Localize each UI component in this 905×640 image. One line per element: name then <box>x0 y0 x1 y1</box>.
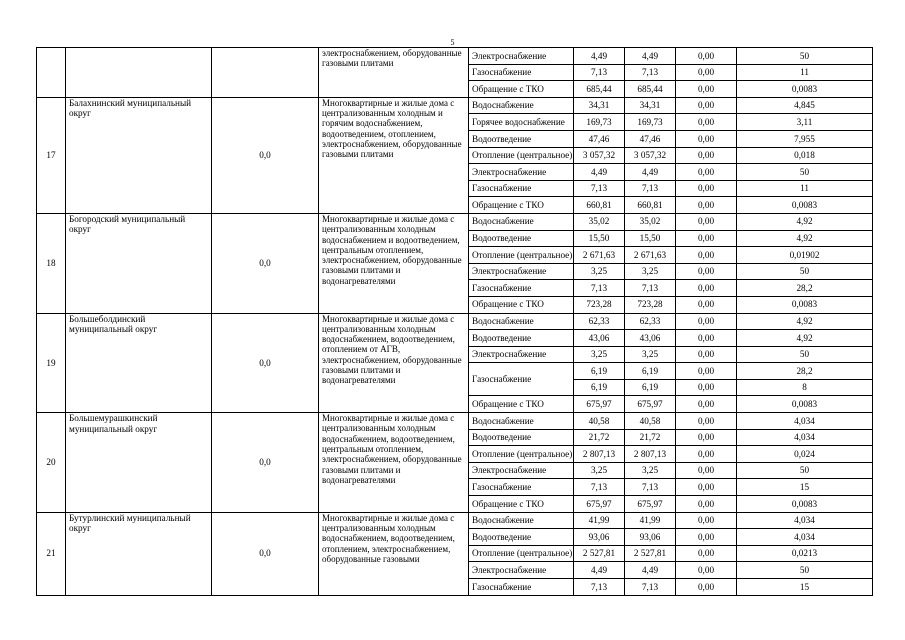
value-cell-v3: 0,00 <box>676 213 737 230</box>
municipality-cell: Балахнинский муниципальный округ <box>66 97 212 213</box>
value-cell-v4: 4,92 <box>737 213 873 230</box>
value-cell-v1: 660,81 <box>574 197 625 214</box>
value-cell-v3: 0,00 <box>676 529 737 546</box>
value-cell-v1: 169,73 <box>574 114 625 131</box>
municipality-cell: Большеболдинский муниципальный округ <box>66 313 212 413</box>
value-cell-v3: 0,00 <box>676 545 737 562</box>
service-cell: Газоснабжение <box>469 180 574 197</box>
value-cell-v3: 0,00 <box>676 280 737 297</box>
value-cell-v4: 8 <box>737 379 873 396</box>
value-cell-v4: 50 <box>737 263 873 280</box>
value-cell-v2: 685,44 <box>625 81 676 98</box>
norm-cell: 0,0 <box>212 512 319 595</box>
table-body <box>37 48 873 596</box>
row-number-cell <box>37 48 66 98</box>
value-cell-v1: 41,99 <box>574 512 625 529</box>
value-cell-v2: 675,97 <box>625 396 676 413</box>
value-cell-v4: 0,018 <box>737 147 873 164</box>
value-cell-v4: 28,2 <box>737 280 873 297</box>
value-cell-v3: 0,00 <box>676 114 737 131</box>
municipality-cell: Бутурлинский муниципальный округ <box>66 512 212 595</box>
housing-description-cell: Многоквартирные и жилые дома с централизованным холодным водоснабжением, водоотведением, отоплением от АГВ, электроснабжением, оборудованные газовыми плитами и водонагревателями <box>319 313 469 413</box>
value-cell-v1: 3,25 <box>574 346 625 363</box>
table-row <box>37 213 873 230</box>
service-cell: Газоснабжение <box>469 64 574 81</box>
service-cell: Водоотведение <box>469 529 574 546</box>
value-cell-v2: 723,28 <box>625 296 676 313</box>
value-cell-v2: 7,13 <box>625 280 676 297</box>
value-cell-v2: 41,99 <box>625 512 676 529</box>
value-cell-v4: 11 <box>737 64 873 81</box>
municipality-cell: Большемурашкинский муниципальный округ <box>66 413 212 513</box>
service-cell: Обращение с ТКО <box>469 396 574 413</box>
service-cell: Водоснабжение <box>469 97 574 114</box>
value-cell-v4: 0,0213 <box>737 545 873 562</box>
value-cell-v1: 93,06 <box>574 529 625 546</box>
row-number-cell: 19 <box>37 313 66 413</box>
value-cell-v3: 0,00 <box>676 512 737 529</box>
value-cell-v3: 0,00 <box>676 379 737 396</box>
service-cell: Водоотведение <box>469 130 574 147</box>
value-cell-v1: 34,31 <box>574 97 625 114</box>
value-cell-v4: 0,0083 <box>737 197 873 214</box>
row-number-cell: 20 <box>37 413 66 513</box>
service-cell: Газоснабжение <box>469 579 574 596</box>
value-cell-v3: 0,00 <box>676 48 737 65</box>
value-cell-v3: 0,00 <box>676 313 737 330</box>
value-cell-v4: 15 <box>737 479 873 496</box>
value-cell-v3: 0,00 <box>676 396 737 413</box>
value-cell-v1: 3,25 <box>574 263 625 280</box>
service-cell: Водоотведение <box>469 330 574 347</box>
value-cell-v1: 7,13 <box>574 180 625 197</box>
value-cell-v2: 7,13 <box>625 479 676 496</box>
value-cell-v3: 0,00 <box>676 130 737 147</box>
service-cell: Обращение с ТКО <box>469 197 574 214</box>
service-cell: Водоснабжение <box>469 512 574 529</box>
table-row <box>37 97 873 114</box>
table-row <box>37 512 873 529</box>
value-cell-v2: 6,19 <box>625 379 676 396</box>
value-cell-v3: 0,00 <box>676 579 737 596</box>
value-cell-v3: 0,00 <box>676 446 737 463</box>
service-cell: Электроснабжение <box>469 346 574 363</box>
value-cell-v2: 62,33 <box>625 313 676 330</box>
value-cell-v4: 3,11 <box>737 114 873 131</box>
tariff-table <box>36 47 873 596</box>
value-cell-v1: 35,02 <box>574 213 625 230</box>
value-cell-v2: 7,13 <box>625 579 676 596</box>
value-cell-v4: 4,034 <box>737 529 873 546</box>
value-cell-v3: 0,00 <box>676 346 737 363</box>
norm-cell <box>212 48 319 98</box>
value-cell-v2: 21,72 <box>625 429 676 446</box>
value-cell-v3: 0,00 <box>676 296 737 313</box>
value-cell-v3: 0,00 <box>676 479 737 496</box>
value-cell-v4: 28,2 <box>737 363 873 380</box>
value-cell-v4: 15 <box>737 579 873 596</box>
value-cell-v4: 7,955 <box>737 130 873 147</box>
value-cell-v4: 50 <box>737 164 873 181</box>
value-cell-v2: 43,06 <box>625 330 676 347</box>
housing-description-cell: Многоквартирные и жилые дома с централизованным холодным и горячим водоснабжением, водоотведением, отоплением, электроснабжением, оборудованные газовыми плитами <box>319 97 469 213</box>
value-cell-v4: 0,024 <box>737 446 873 463</box>
value-cell-v2: 2 671,63 <box>625 247 676 264</box>
service-cell: Отопление (центральное) <box>469 147 574 164</box>
value-cell-v2: 4,49 <box>625 164 676 181</box>
norm-cell: 0,0 <box>212 97 319 213</box>
service-cell: Водоотведение <box>469 230 574 247</box>
value-cell-v4: 4,92 <box>737 230 873 247</box>
value-cell-v3: 0,00 <box>676 247 737 264</box>
value-cell-v1: 7,13 <box>574 280 625 297</box>
value-cell-v1: 723,28 <box>574 296 625 313</box>
value-cell-v2: 47,46 <box>625 130 676 147</box>
service-cell: Обращение с ТКО <box>469 296 574 313</box>
value-cell-v2: 3,25 <box>625 263 676 280</box>
value-cell-v3: 0,00 <box>676 180 737 197</box>
value-cell-v2: 35,02 <box>625 213 676 230</box>
page-number: 5 <box>450 38 455 47</box>
service-cell: Отопление (центральное) <box>469 247 574 264</box>
value-cell-v1: 4,49 <box>574 562 625 579</box>
value-cell-v4: 50 <box>737 48 873 65</box>
value-cell-v1: 2 527,81 <box>574 545 625 562</box>
service-cell: Электроснабжение <box>469 48 574 65</box>
row-number-cell: 17 <box>37 97 66 213</box>
value-cell-v3: 0,00 <box>676 462 737 479</box>
value-cell-v1: 675,97 <box>574 396 625 413</box>
service-cell: Обращение с ТКО <box>469 496 574 513</box>
service-cell: Газоснабжение <box>469 479 574 496</box>
value-cell-v2: 3 057,32 <box>625 147 676 164</box>
value-cell-v4: 4,845 <box>737 97 873 114</box>
value-cell-v2: 169,73 <box>625 114 676 131</box>
value-cell-v3: 0,00 <box>676 197 737 214</box>
value-cell-v1: 4,49 <box>574 48 625 65</box>
value-cell-v2: 7,13 <box>625 64 676 81</box>
value-cell-v3: 0,00 <box>676 330 737 347</box>
value-cell-v1: 2 807,13 <box>574 446 625 463</box>
value-cell-v1: 15,50 <box>574 230 625 247</box>
value-cell-v3: 0,00 <box>676 64 737 81</box>
value-cell-v4: 4,034 <box>737 429 873 446</box>
value-cell-v2: 660,81 <box>625 197 676 214</box>
value-cell-v3: 0,00 <box>676 363 737 380</box>
row-number-cell: 18 <box>37 213 66 313</box>
value-cell-v2: 15,50 <box>625 230 676 247</box>
value-cell-v2: 6,19 <box>625 363 676 380</box>
value-cell-v1: 62,33 <box>574 313 625 330</box>
service-cell: Электроснабжение <box>469 562 574 579</box>
service-cell: Газоснабжение <box>469 363 574 396</box>
service-cell: Обращение с ТКО <box>469 81 574 98</box>
value-cell-v1: 43,06 <box>574 330 625 347</box>
value-cell-v4: 4,92 <box>737 313 873 330</box>
value-cell-v2: 93,06 <box>625 529 676 546</box>
row-number-cell: 21 <box>37 512 66 595</box>
value-cell-v1: 2 671,63 <box>574 247 625 264</box>
value-cell-v3: 0,00 <box>676 164 737 181</box>
value-cell-v2: 2 807,13 <box>625 446 676 463</box>
value-cell-v1: 7,13 <box>574 64 625 81</box>
service-cell: Горячее водоснабжение <box>469 114 574 131</box>
value-cell-v1: 7,13 <box>574 479 625 496</box>
value-cell-v4: 50 <box>737 346 873 363</box>
value-cell-v1: 3,25 <box>574 462 625 479</box>
service-cell: Водоснабжение <box>469 213 574 230</box>
value-cell-v4: 50 <box>737 562 873 579</box>
service-cell: Водоснабжение <box>469 413 574 430</box>
value-cell-v1: 6,19 <box>574 379 625 396</box>
service-cell: Электроснабжение <box>469 462 574 479</box>
value-cell-v1: 21,72 <box>574 429 625 446</box>
value-cell-v1: 4,49 <box>574 164 625 181</box>
value-cell-v4: 11 <box>737 180 873 197</box>
value-cell-v2: 4,49 <box>625 562 676 579</box>
housing-description-cell: электроснабжением, оборудованные газовыми плитами <box>319 48 469 98</box>
value-cell-v1: 40,58 <box>574 413 625 430</box>
value-cell-v3: 0,00 <box>676 429 737 446</box>
service-cell: Отопление (центральное) <box>469 446 574 463</box>
value-cell-v4: 0,01902 <box>737 247 873 264</box>
value-cell-v4: 50 <box>737 462 873 479</box>
value-cell-v4: 4,034 <box>737 413 873 430</box>
value-cell-v1: 6,19 <box>574 363 625 380</box>
table-row <box>37 313 873 330</box>
norm-cell: 0,0 <box>212 413 319 513</box>
value-cell-v3: 0,00 <box>676 230 737 247</box>
value-cell-v2: 4,49 <box>625 48 676 65</box>
value-cell-v3: 0,00 <box>676 413 737 430</box>
value-cell-v4: 0,0083 <box>737 496 873 513</box>
value-cell-v3: 0,00 <box>676 562 737 579</box>
norm-cell: 0,0 <box>212 213 319 313</box>
service-cell: Электроснабжение <box>469 164 574 181</box>
table-row <box>37 48 873 65</box>
service-cell: Отопление (центральное) <box>469 545 574 562</box>
value-cell-v2: 34,31 <box>625 97 676 114</box>
value-cell-v3: 0,00 <box>676 147 737 164</box>
value-cell-v4: 0,0083 <box>737 296 873 313</box>
norm-cell: 0,0 <box>212 313 319 413</box>
value-cell-v2: 7,13 <box>625 180 676 197</box>
housing-description-cell: Многоквартирные и жилые дома с централизованным холодным водоснабжением, водоотведением, центральным отоплением, электроснабжением, оборудованные газовыми плитами и водонагревателями <box>319 413 469 513</box>
value-cell-v2: 675,97 <box>625 496 676 513</box>
housing-description-cell: Многоквартирные и жилые дома с централизованным холодным водоснабжением и водоотведением, центральным отоплением, электроснабжением, оборудованные газовыми плитами и водонагревателями <box>319 213 469 313</box>
value-cell-v1: 7,13 <box>574 579 625 596</box>
value-cell-v1: 47,46 <box>574 130 625 147</box>
value-cell-v4: 4,034 <box>737 512 873 529</box>
value-cell-v1: 675,97 <box>574 496 625 513</box>
table-row <box>37 413 873 430</box>
value-cell-v3: 0,00 <box>676 496 737 513</box>
municipality-cell <box>66 48 212 98</box>
service-cell: Газоснабжение <box>469 280 574 297</box>
value-cell-v4: 4,92 <box>737 330 873 347</box>
value-cell-v2: 3,25 <box>625 346 676 363</box>
value-cell-v2: 2 527,81 <box>625 545 676 562</box>
value-cell-v3: 0,00 <box>676 81 737 98</box>
housing-description-cell: Многоквартирные и жилые дома с централизованным холодным водоснабжением, водоотведением, отоплением, электроснабжением, оборудованные газовыми <box>319 512 469 595</box>
service-cell: Водоотведение <box>469 429 574 446</box>
municipality-cell: Богородский муниципальный округ <box>66 213 212 313</box>
value-cell-v2: 3,25 <box>625 462 676 479</box>
value-cell-v3: 0,00 <box>676 263 737 280</box>
value-cell-v1: 685,44 <box>574 81 625 98</box>
service-cell: Водоснабжение <box>469 313 574 330</box>
value-cell-v2: 40,58 <box>625 413 676 430</box>
value-cell-v4: 0,0083 <box>737 81 873 98</box>
value-cell-v4: 0,0083 <box>737 396 873 413</box>
value-cell-v1: 3 057,32 <box>574 147 625 164</box>
value-cell-v3: 0,00 <box>676 97 737 114</box>
service-cell: Электроснабжение <box>469 263 574 280</box>
